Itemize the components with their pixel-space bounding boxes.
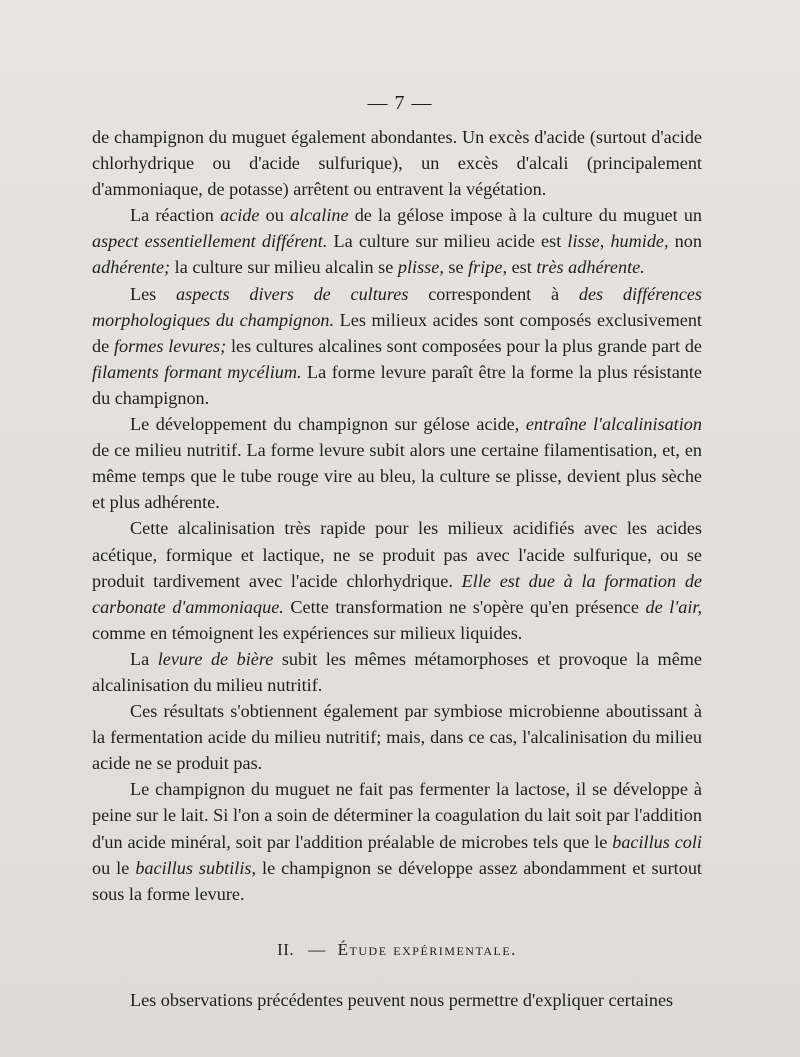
text-run: le champignon se développe assez abondamment et surtout sous la forme levure. xyxy=(92,857,702,904)
paragraph xyxy=(92,124,702,202)
italic-text: alcaline xyxy=(289,205,349,226)
text-run: Les observations précédentes peuvent nous permettre d'expliquer certaines xyxy=(130,989,674,1010)
section-title: Étude expérimentale. xyxy=(337,939,517,959)
italic-text: Elle est due à la formation de carbonate d'ammoniaque. xyxy=(92,570,703,617)
final-paragraph xyxy=(92,987,702,1013)
text-run: les cultures alcalines sont composées pour la plus grande part de xyxy=(226,335,702,356)
body-text xyxy=(92,124,702,1013)
italic-text: filaments formant mycélium. xyxy=(92,361,302,382)
paragraph xyxy=(92,698,702,776)
paragraph xyxy=(92,515,702,645)
section-number: II. xyxy=(277,939,295,959)
italic-text: bacillus subtilis, xyxy=(135,857,257,878)
text-run: ou le xyxy=(92,857,136,878)
italic-text: levure de bière xyxy=(157,648,274,669)
text-run: subit les mêmes métamorphoses et provoque la même alcalinisation du milieu nutritif. xyxy=(92,648,702,695)
paragraph xyxy=(92,411,702,515)
text-run: de ce milieu nutritif. La forme levure subit alors une certaine filamentisation, et, en même temps que le tube rouge vire au bleu, la culture se plisse, devient plus sèche et plus adhérente. xyxy=(92,440,702,513)
paragraph xyxy=(92,646,702,698)
text-run: Les xyxy=(130,283,177,304)
text-run: Les milieux acides sont composés exclusivement de xyxy=(92,309,702,356)
text-run: est xyxy=(507,257,537,278)
italic-text: très adhérente. xyxy=(536,257,645,278)
text-run: Cette alcalinisation très rapide pour les milieux acidifiés avec les acides acétique, formique et lactique, ne se produit pas avec l'acide sulfurique, ou se produit tardivement avec l'acide chlorhydrique. xyxy=(92,518,702,591)
section-heading xyxy=(92,937,702,963)
paragraph xyxy=(92,202,702,280)
italic-text: fripe, xyxy=(468,257,508,278)
text-run: Ces résultats s'obtiennent également par symbiose microbienne aboutissant à la fermentation acide du milieu nutritif; mais, dans ce cas, l'alcalinisation du milieu acide ne se produit pas. xyxy=(92,701,702,774)
paragraph xyxy=(92,776,702,906)
italic-text: aspects divers de cultures xyxy=(176,283,409,304)
text-run: non xyxy=(668,231,702,252)
italic-text: formes levures; xyxy=(113,335,227,356)
italic-text: lisse, humide, xyxy=(567,231,669,252)
italic-text: aspect essentiellement différent. xyxy=(92,231,328,252)
paragraph-list xyxy=(92,124,702,907)
text-run: La forme levure paraît être la forme la plus résistante du champignon. xyxy=(92,361,702,408)
text-run: La xyxy=(130,648,158,669)
text-run: Le développement du champignon sur gélose acide, xyxy=(130,414,526,435)
text-run: se xyxy=(443,257,469,278)
italic-text: plisse, xyxy=(397,257,444,278)
italic-text: acide xyxy=(220,205,260,226)
text-run: La culture sur milieu acide est xyxy=(327,231,568,252)
italic-text: de l'air, xyxy=(645,596,702,617)
text-run: comme en témoignent les expériences sur milieux liquides. xyxy=(92,622,523,643)
italic-text: des différences morphologiques du champignon. xyxy=(92,283,702,330)
text-run: Cette transformation ne s'opère qu'en présence xyxy=(283,596,646,617)
italic-text: bacillus coli xyxy=(612,831,702,852)
text-run: de champignon du muguet également abondantes. Un excès d'acide (surtout d'acide chlorhydrique ou d'acide sulfurique), un excès d'alcali (principalement d'ammoniaque, de potasse) arrêtent ou entravent la végétation. xyxy=(92,127,702,200)
italic-text: entraîne l'alcalinisation xyxy=(525,414,702,435)
text-run: Le champignon du muguet ne fait pas fermenter la lactose, il se développe à peine sur le lait. Si l'on a soin de déterminer la coagulation du lait soit par l'addition d'un acide minéral, soit par l'addition préalable de microbes tels que le xyxy=(92,779,702,852)
text-run: correspondent à xyxy=(408,283,579,304)
text-run: la culture sur milieu alcalin se xyxy=(170,257,398,278)
text-run: ou xyxy=(259,205,290,226)
paragraph xyxy=(92,281,702,411)
text-run: La réaction xyxy=(130,205,221,226)
page-number: — 7 — xyxy=(367,92,433,114)
italic-text: adhérente; xyxy=(92,257,171,278)
text-run: de la gélose impose à la culture du muguet un xyxy=(348,205,703,226)
section-dash: — xyxy=(308,939,326,959)
